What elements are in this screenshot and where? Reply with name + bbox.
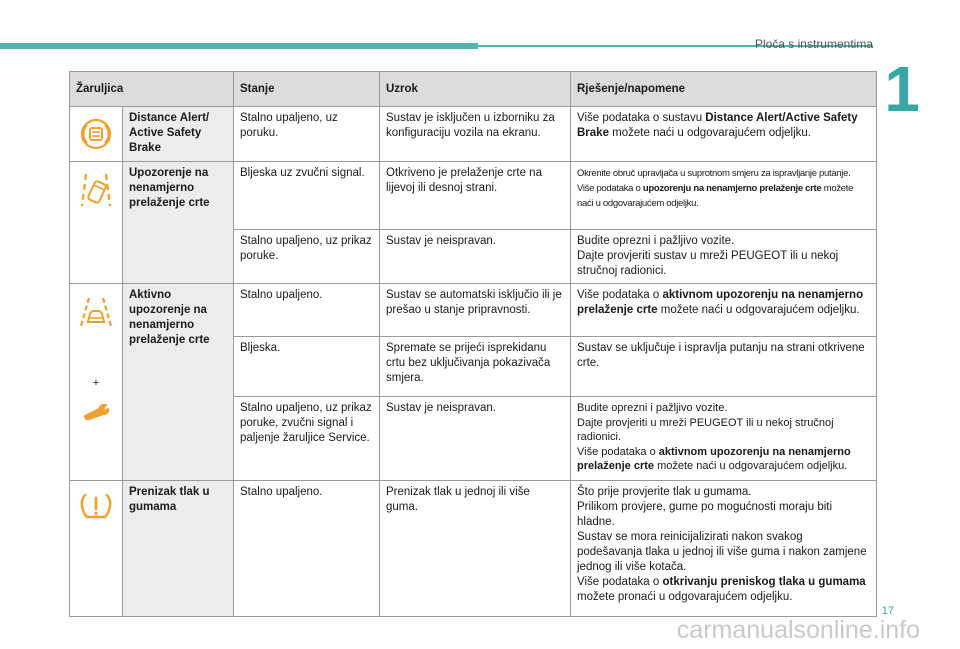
lamp-cause: Sustav se automatski isključio ili je prešao u stanje pripravnosti. (380, 284, 571, 337)
lamp-state: Stalno upaljeno, uz poruku. (234, 107, 380, 162)
lamp-icon-cell (70, 162, 123, 284)
lamp-solution: Više podataka o aktivnom upozorenju na nenamjerno prelaženje crte možete naći u odgovarajućem odjeljku. (571, 284, 877, 337)
lamp-name: Upozorenje na nenamjerno prelaženje crte (123, 162, 234, 284)
lamp-cause: Sustav je isključen u izborniku za konfiguraciju vozila na ekranu. (380, 107, 571, 162)
chapter-number: 1 (884, 53, 920, 125)
table-row (70, 284, 877, 337)
wrench-icon (81, 403, 111, 421)
lamp-cause: Sustav je neispravan. (380, 230, 571, 284)
lamp-icon-cell (70, 481, 123, 617)
column-header-cause: Uzrok (380, 72, 571, 107)
header-accent-bar (0, 43, 478, 49)
warning-lamps-table (69, 71, 877, 617)
lamp-icon-cell (70, 107, 123, 162)
plus-sign: + (92, 377, 100, 389)
lamp-cause: Prenizak tlak u jednoj ili više guma. (380, 481, 571, 617)
lamp-solution: Budite oprezni i pažljivo vozite. Dajte provjeriti sustav u mreži PEUGEOT ili u nekoj stručnoj radionici. (571, 230, 877, 284)
lamp-state: Bljeska. (234, 337, 380, 397)
table-row (70, 162, 877, 230)
lamp-solution: Sustav se uključuje i ispravlja putanju na strani otkrivene crte. (571, 337, 877, 397)
lamp-solution: Budite oprezni i pažljivo vozite. Dajte provjeriti u mreži PEUGEOT ili u nekoj stručnoj radionici. Više podataka o aktivnom upozorenju na nenamjerno prelaženje crte možete naći u odgovarajućem odjeljku. (571, 397, 877, 481)
lamp-state: Stalno upaljeno, uz prikaz poruke, zvučni signal i paljenje žaruljice Service. (234, 397, 380, 481)
lamp-cause: Sprematе se prijeći isprekidanu crtu bez uključivanja pokazivača smjera. (380, 337, 571, 397)
lamp-cause: Sustav je neispravan. (380, 397, 571, 481)
lamp-name: Distance Alert/ Active Safety Brake (123, 107, 234, 162)
lamp-solution: Više podataka o sustavu Distance Alert/Active Safety Brake možete naći u odgovarajućem odjeljku. (571, 107, 877, 162)
distance-alert-icon (79, 117, 113, 151)
lamp-state: Stalno upaljeno, uz prikaz poruke. (234, 230, 380, 284)
column-header-solution: Rješenje/napomene (571, 72, 877, 107)
tyre-pressure-icon (79, 491, 113, 521)
lamp-solution: Što prije provjerite tlak u gumama. Prilikom provjere, gume po mogućnosti moraju biti hladne. Sustav se mora reinicijalizirati nakon svakog podešavanja tlaka u jednoj ili više guma i nakon zamjene jednog ili više kotača. Više podataka o otkrivanju preniskog tlaka u gumama možete pronaći u odgovarajućem odjeljku. (571, 481, 877, 617)
section-title: Ploča s instrumentima (754, 37, 873, 51)
table-row (70, 107, 877, 162)
page-number: 17 (881, 605, 894, 617)
lamp-solution: Okrenite obruč upravljača u suprotnom smjeru za ispravljanje putanje. Više podataka o upozorenju na nenamjerno prelaženje crte možete naći u odgovarajućem odjeljku. (571, 162, 877, 230)
lane-departure-icon (79, 170, 113, 210)
lamp-state: Bljeska uz zvučni signal. (234, 162, 380, 230)
active-lane-warning-icon (79, 296, 113, 328)
lamp-state: Stalno upaljeno. (234, 481, 380, 617)
lamp-name: Prenizak tlak u gumama (123, 481, 234, 617)
lamp-state: Stalno upaljeno. (234, 284, 380, 337)
column-header-state: Stanje (234, 72, 380, 107)
lamp-cause: Otkriveno je prelaženje crte na lijevoj ili desnoj strani. (380, 162, 571, 230)
lamp-icon-cell (70, 284, 123, 481)
table-row (70, 481, 877, 617)
watermark: carmanualsonline.info (676, 616, 920, 644)
table-header-row (70, 72, 877, 107)
column-header-lamp: Žaruljica (70, 72, 234, 107)
lamp-name: Aktivno upozorenje na nenamjerno prelaženje crte (123, 284, 234, 481)
